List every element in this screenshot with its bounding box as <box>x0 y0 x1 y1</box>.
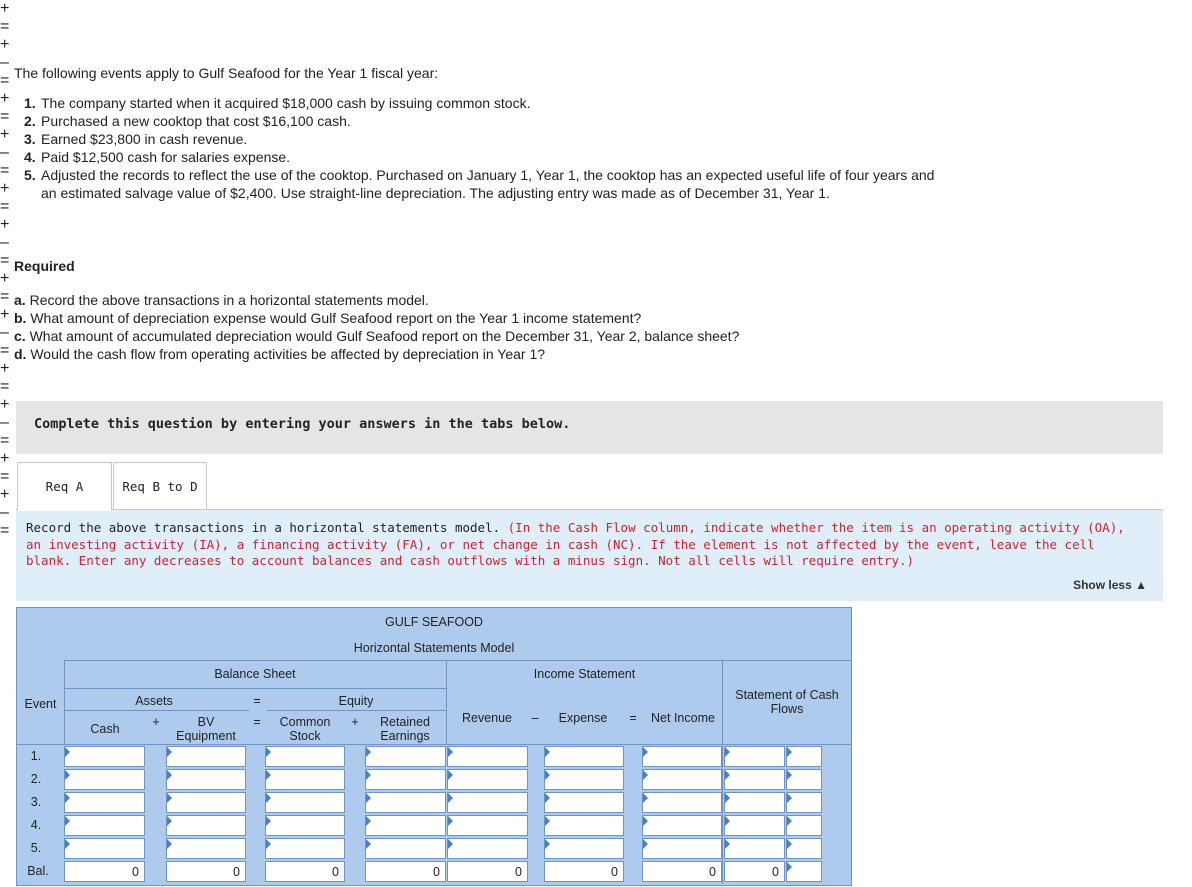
input-cell-expense[interactable] <box>544 746 624 767</box>
event-text: The company started when it acquired $18,000 cash by issuing common stock. <box>41 95 531 111</box>
requirement-letter: d. <box>14 346 27 362</box>
requirement-text: What amount of accumulated depreciation would Gulf Seafood report on the December 31, Year 2, balance sheet? <box>29 328 740 344</box>
cash-header: Cash <box>90 722 120 736</box>
expense-header: Expense <box>558 711 608 725</box>
equals-sign: = <box>0 432 10 449</box>
equals-sign: = <box>0 72 10 89</box>
body-rule <box>17 744 851 745</box>
input-cell-expense[interactable] <box>544 769 624 790</box>
plus-sign: + <box>0 360 10 377</box>
event-item <box>24 112 1174 130</box>
input-cell-net-income[interactable] <box>642 838 722 859</box>
banner-text: Complete this question by entering your answers in the tabs below. <box>34 416 571 432</box>
input-cell-cash-flow[interactable] <box>724 838 785 859</box>
company-name: GULF SEAFOOD <box>385 615 483 629</box>
row-label: 1. <box>30 749 42 763</box>
row-label: 4. <box>30 818 42 832</box>
requirement-text: Would the cash flow from operating activities be affected by depreciation in Year 1? <box>30 346 546 362</box>
input-cell-bv-equipment[interactable] <box>166 746 246 767</box>
balance-cell-revenue: 0 <box>447 861 528 882</box>
input-cell-cash-flow-type[interactable] <box>786 746 822 767</box>
input-cell-revenue[interactable] <box>447 746 528 767</box>
instructions-note: (In the Cash Flow column, indicate whether the item is an operating activity (OA), an investing activity (IA), a financing activity (FA), or net change in cash (NC). If the element is not affected by the event, leave the cell blank. Enter any decreases to account balances and cash outflows with a minus sign. Not all cells will require entry.) <box>26 520 1125 568</box>
minus-sign: – <box>0 504 9 521</box>
input-cell-cash-flow[interactable] <box>724 815 785 836</box>
assets-header: Assets <box>135 694 173 708</box>
tab-req-a[interactable]: Req A <box>17 462 112 511</box>
plus-sign: + <box>0 486 10 503</box>
requirement-item <box>14 327 739 345</box>
input-cell-cash-flow-type[interactable] <box>786 769 822 790</box>
requirement-letter: b. <box>14 310 27 326</box>
instructions-banner <box>16 401 1163 454</box>
tab-req-b-to-d[interactable]: Req B to D <box>113 462 207 510</box>
equity-header: Equity <box>338 694 374 708</box>
section-divider <box>446 660 447 744</box>
equals-sign: = <box>0 378 10 395</box>
equals-sign: = <box>0 468 10 485</box>
input-cell-retained-earnings[interactable] <box>365 792 446 813</box>
requirement-item <box>14 291 739 309</box>
instructions-lead: Record the above transactions in a horizontal statements model. <box>26 520 501 535</box>
input-cell-bv-equipment[interactable] <box>166 838 246 859</box>
requirement-letter: a. <box>14 292 26 308</box>
show-less-link[interactable]: Show less ▲ <box>1073 578 1147 592</box>
input-cell-revenue[interactable] <box>447 838 528 859</box>
event-number: 2. <box>24 113 36 129</box>
requirement-item <box>14 309 739 327</box>
equals-sign: = <box>0 522 10 539</box>
plus-sign: + <box>0 270 10 287</box>
event-text: Purchased a new cooktop that cost $16,100 cash. <box>41 113 351 129</box>
input-cell-cash-flow-type[interactable] <box>786 792 822 813</box>
required-heading: Required <box>14 258 75 274</box>
event-list <box>24 94 1174 202</box>
requirement-text: Record the above transactions in a horizontal statements model. <box>29 292 429 308</box>
input-cell-revenue[interactable] <box>447 769 528 790</box>
input-cell-cash-flow-type[interactable] <box>786 838 822 859</box>
instructions-text <box>26 520 1146 570</box>
requirement-item <box>14 345 739 363</box>
requirement-text: What amount of depreciation expense would Gulf Seafood report on the Year 1 income statement? <box>30 310 642 326</box>
event-text: Earned $23,800 in cash revenue. <box>41 131 248 147</box>
plus-sign: + <box>0 90 10 107</box>
minus-sign: – <box>0 54 9 71</box>
equals-sign: = <box>0 342 10 359</box>
input-cell-net-income[interactable] <box>642 769 722 790</box>
input-cell-cash-flow[interactable] <box>724 792 785 813</box>
balance-cell-cash-flow-type[interactable] <box>786 861 822 882</box>
input-cell-retained-earnings[interactable] <box>365 746 446 767</box>
cash-flows-header: Statement of Cash Flows <box>735 688 839 716</box>
event-text: Adjusted the records to reflect the use of the cooktop. Purchased on January 1, Year 1, the cooktop has an expected useful life of four years and an estimated salvage value of $2,400. Use straight-line depreciation. The adjusting entry was made as of December 31, Year 1. <box>41 167 935 201</box>
event-text: Paid $12,500 cash for salaries expense. <box>41 149 291 165</box>
input-cell-common-stock[interactable] <box>265 769 345 790</box>
event-item <box>24 166 1174 202</box>
minus-sign: – <box>0 414 9 431</box>
input-cell-revenue[interactable] <box>447 815 528 836</box>
model-title: Horizontal Statements Model <box>353 641 515 655</box>
input-cell-common-stock[interactable] <box>265 815 345 836</box>
equals-sign: = <box>0 108 10 125</box>
plus-sign: + <box>0 126 10 143</box>
problem-intro <box>14 64 1174 202</box>
input-cell-cash[interactable] <box>64 838 145 859</box>
input-cell-cash[interactable] <box>64 815 145 836</box>
requirements-list <box>14 291 739 363</box>
balance-cell-bv-equipment: 0 <box>166 861 246 882</box>
plus-sign: + <box>0 306 10 323</box>
plus-sign: + <box>0 216 10 233</box>
intro-text: The following events apply to Gulf Seafood for the Year 1 fiscal year: <box>14 65 439 81</box>
event-item <box>24 148 1174 166</box>
event-number: 4. <box>24 149 36 165</box>
row-label: Bal. <box>27 864 49 878</box>
input-cell-retained-earnings[interactable] <box>365 815 446 836</box>
equals-sign: = <box>0 252 10 269</box>
event-number: 1. <box>24 95 36 111</box>
plus-sign: + <box>152 715 160 729</box>
input-cell-cash-flow[interactable] <box>724 746 785 767</box>
input-cell-cash-flow-type[interactable] <box>786 815 822 836</box>
input-cell-common-stock[interactable] <box>265 792 345 813</box>
minus-sign: – <box>531 711 539 725</box>
balance-cell-cash-flow: 0 <box>724 861 785 882</box>
plus-sign: + <box>0 396 10 413</box>
plus-sign: + <box>0 180 10 197</box>
assets-rule <box>64 710 249 711</box>
input-cell-common-stock[interactable] <box>265 746 345 767</box>
row-label: 2. <box>30 772 42 786</box>
input-cell-bv-equipment[interactable] <box>166 792 246 813</box>
common-stock-header: Common Stock <box>279 715 331 743</box>
minus-sign: – <box>0 324 9 341</box>
input-cell-cash[interactable] <box>64 769 145 790</box>
equity-rule <box>267 710 446 711</box>
header-rule <box>64 660 851 661</box>
balance-cell-common-stock: 0 <box>265 861 345 882</box>
plus-sign: + <box>0 450 10 467</box>
plus-sign: + <box>0 36 10 53</box>
event-header: Event <box>24 697 57 711</box>
minus-sign: – <box>0 234 9 251</box>
bv-equipment-header: BV Equipment <box>176 715 236 743</box>
retained-earnings-header: Retained Earnings <box>379 715 431 743</box>
income-statement-header: Income Statement <box>533 667 636 681</box>
equals-sign: = <box>0 198 10 215</box>
input-cell-net-income[interactable] <box>642 815 722 836</box>
equals-sign: = <box>0 18 10 35</box>
minus-sign: – <box>0 144 9 161</box>
input-cell-expense[interactable] <box>544 792 624 813</box>
equals-sign: = <box>629 711 637 725</box>
balance-cell-retained-earnings: 0 <box>365 861 446 882</box>
input-cell-bv-equipment[interactable] <box>166 815 246 836</box>
input-cell-cash[interactable] <box>64 792 145 813</box>
plus-sign: + <box>0 0 10 17</box>
net-income-header: Net Income <box>651 711 715 725</box>
instructions-panel <box>16 510 1163 601</box>
equals-sign: = <box>253 694 261 708</box>
balance-sheet-header: Balance Sheet <box>214 667 296 681</box>
event-item <box>24 130 1174 148</box>
input-cell-retained-earnings[interactable] <box>365 769 446 790</box>
input-cell-cash[interactable] <box>64 746 145 767</box>
input-cell-retained-earnings[interactable] <box>365 838 446 859</box>
input-cell-cash-flow[interactable] <box>724 769 785 790</box>
input-cell-common-stock[interactable] <box>265 838 345 859</box>
balance-cell-expense: 0 <box>544 861 624 882</box>
row-label: 5. <box>30 841 42 855</box>
input-cell-revenue[interactable] <box>447 792 528 813</box>
equals-sign: = <box>0 288 10 305</box>
revenue-header: Revenue <box>461 711 513 725</box>
bs-rule <box>64 688 446 689</box>
requirement-letter: c. <box>14 328 26 344</box>
equals-sign: = <box>253 715 261 729</box>
row-label: 3. <box>30 795 42 809</box>
balance-cell-cash: 0 <box>64 861 145 882</box>
event-number: 5. <box>24 167 36 183</box>
input-cell-net-income[interactable] <box>642 746 722 767</box>
event-number: 3. <box>24 131 36 147</box>
plus-sign: + <box>351 715 359 729</box>
event-item <box>24 94 1174 112</box>
equals-sign: = <box>0 162 10 179</box>
input-cell-expense[interactable] <box>544 815 624 836</box>
balance-cell-net-income: 0 <box>642 861 722 882</box>
input-cell-expense[interactable] <box>544 838 624 859</box>
input-cell-bv-equipment[interactable] <box>166 769 246 790</box>
input-cell-net-income[interactable] <box>642 792 722 813</box>
